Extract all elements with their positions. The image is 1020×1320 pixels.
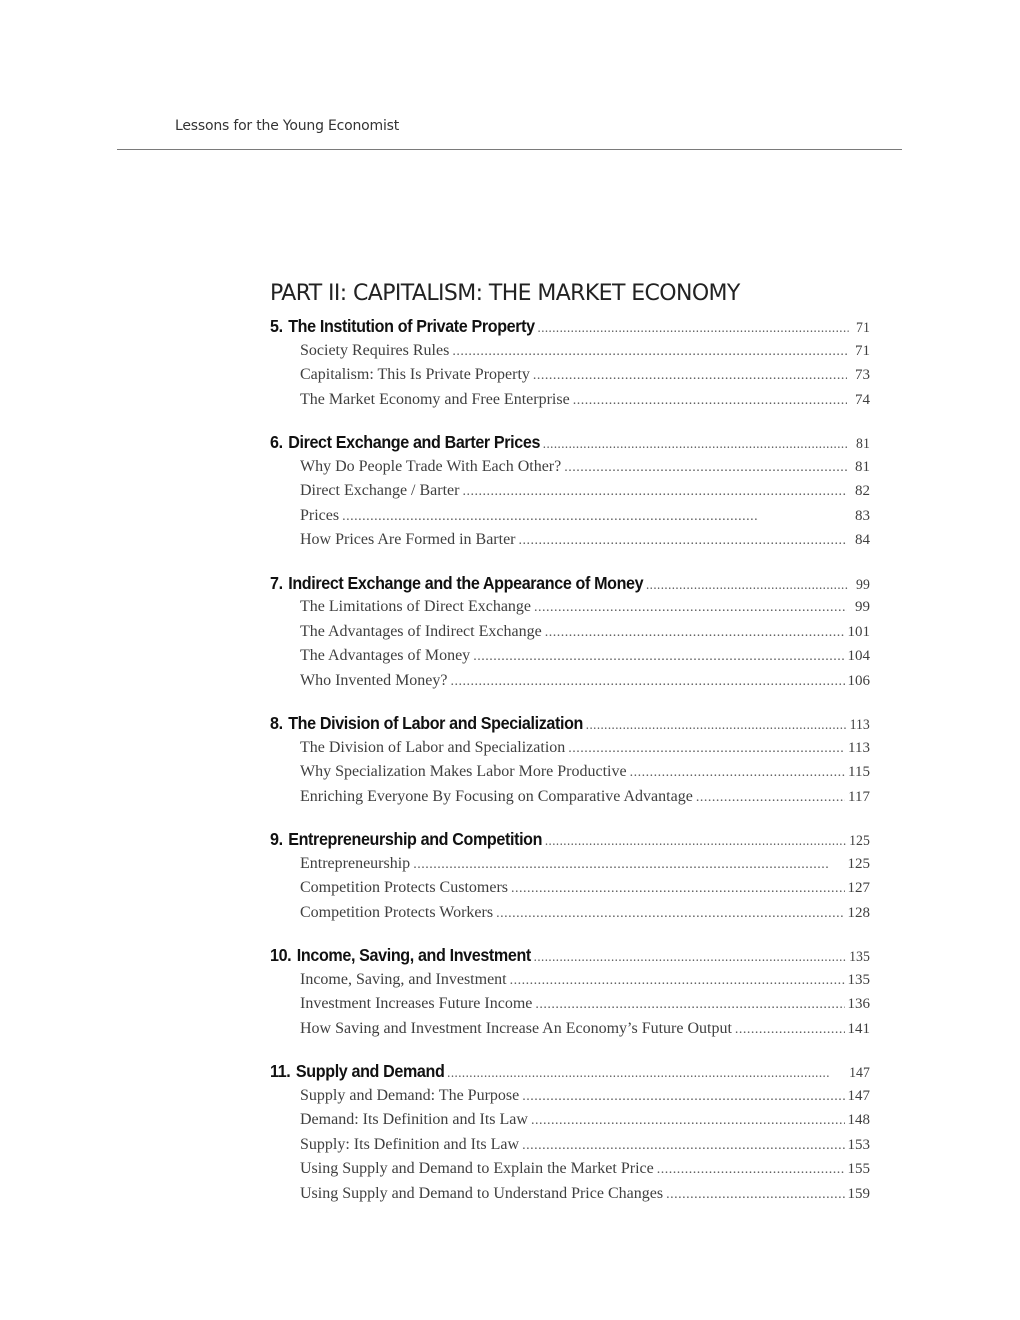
entry-title: Competition Protects Customers [300, 879, 508, 896]
chapter-page: 113 [849, 717, 870, 733]
toc-entry[interactable] [270, 388, 870, 413]
entry-page: 101 [847, 623, 870, 640]
part-title: PART II: CAPITALISM: THE MARKET ECONOMY [270, 280, 740, 306]
entry-title: The Advantages of Indirect Exchange [300, 622, 542, 640]
entry-title: Capitalism: This Is Private Property [300, 366, 530, 383]
entry-page: 113 [848, 739, 870, 756]
dot-leader [568, 737, 845, 762]
toc-entry[interactable] [270, 1108, 870, 1133]
chapter-number: 10. [270, 945, 292, 965]
entry-page: 115 [848, 764, 870, 780]
entry-title: Demand: Its Definition and Its Law [300, 1111, 528, 1128]
toc-entry[interactable] [270, 455, 870, 480]
running-header: Lessons for the Young Economist [175, 118, 400, 134]
entry-title: The Division of Labor and Specialization [300, 738, 566, 756]
chapter-number: 8. [270, 713, 283, 733]
chapter-page: 135 [849, 949, 870, 965]
dot-leader [564, 456, 847, 481]
dot-leader [496, 902, 844, 927]
chapter-11 [270, 1059, 870, 1206]
dot-leader [573, 389, 847, 414]
dot-leader [510, 969, 845, 994]
entry-title: Why Do People Trade With Each Other? [300, 457, 562, 475]
chapter-heading[interactable] [270, 571, 870, 596]
chapter-title: Direct Exchange and Barter Prices [288, 432, 541, 452]
toc-entry[interactable] [270, 876, 870, 901]
toc-entry[interactable] [270, 644, 870, 669]
toc-entry[interactable] [270, 760, 870, 785]
dot-leader [586, 714, 847, 739]
entry-title: Direct Exchange / Barter [300, 482, 460, 499]
entry-page: 125 [847, 855, 870, 872]
entry-page: 127 [847, 880, 870, 896]
chapter-title: Entrepreneurship and Competition [288, 829, 543, 849]
toc-entry[interactable] [270, 1157, 870, 1182]
dot-leader [451, 670, 845, 695]
toc-entry[interactable] [270, 595, 870, 620]
entry-page: 136 [847, 996, 870, 1012]
chapter-6 [270, 430, 870, 553]
entry-title: Investment Increases Future Income [300, 995, 533, 1012]
chapter-title: The Institution of Private Property [288, 316, 535, 336]
chapter-page: 125 [849, 833, 870, 849]
toc-entry[interactable] [270, 504, 870, 529]
dot-leader [545, 830, 847, 855]
chapter-title: The Division of Labor and Specialization [288, 713, 584, 733]
toc-entry[interactable] [270, 785, 870, 810]
chapter-heading[interactable] [270, 827, 870, 852]
chapter-number: 6. [270, 432, 283, 452]
entry-page: 73 [855, 367, 870, 383]
entry-page: 141 [847, 1020, 870, 1037]
chapter-heading[interactable] [270, 430, 870, 455]
dot-leader [452, 340, 847, 365]
toc-entry[interactable] [270, 620, 870, 645]
dot-leader [696, 786, 845, 811]
dot-leader [413, 853, 844, 878]
dot-leader [519, 529, 847, 554]
chapter-title: Indirect Exchange and the Appearance of Money [288, 572, 644, 593]
dot-leader [543, 433, 849, 458]
dot-leader [522, 1085, 844, 1110]
chapter-number: 9. [270, 829, 283, 849]
chapter-9 [270, 827, 870, 925]
entry-title: The Advantages of Money [300, 647, 471, 664]
entry-page: 82 [855, 483, 870, 499]
toc-entry[interactable] [270, 901, 870, 926]
dot-leader [447, 1062, 846, 1087]
dot-leader [657, 1158, 845, 1183]
entry-title: Supply and Demand: The Purpose [300, 1086, 520, 1104]
dot-leader [462, 480, 847, 505]
toc-entry[interactable] [270, 1084, 870, 1109]
entry-title: How Saving and Investment Increase An Economy’s Future Output [300, 1019, 732, 1037]
entry-page: 155 [847, 1161, 870, 1177]
chapter-number: 7. [270, 572, 283, 593]
entry-title: Entrepreneurship [300, 854, 411, 872]
chapter-10 [270, 943, 870, 1041]
entry-page: 84 [855, 532, 870, 548]
dot-leader [473, 645, 844, 670]
toc-entry[interactable] [270, 736, 870, 761]
toc-entry[interactable] [270, 1182, 870, 1207]
dot-leader [545, 621, 845, 646]
entry-page: 159 [847, 1185, 870, 1202]
entry-page: 71 [855, 342, 870, 359]
chapter-8 [270, 711, 870, 809]
entry-page: 106 [847, 672, 870, 689]
dot-leader [538, 317, 849, 342]
entry-page: 128 [847, 904, 870, 921]
dot-leader [533, 364, 847, 389]
dot-leader [522, 1134, 844, 1159]
chapter-heading[interactable] [270, 1059, 870, 1084]
entry-title: The Market Economy and Free Enterprise [300, 390, 570, 408]
entry-title: Using Supply and Demand to Understand Price Changes [300, 1184, 664, 1202]
entry-title: Enriching Everyone By Focusing on Comparative Advantage [300, 787, 693, 805]
chapter-number: 11. [270, 1061, 291, 1081]
entry-title: Supply: Its Definition and Its Law [300, 1135, 520, 1153]
dot-leader [735, 1018, 845, 1043]
chapter-number: 5. [270, 316, 283, 336]
entry-title: Competition Protects Workers [300, 903, 494, 921]
entry-page: 104 [847, 648, 870, 664]
chapter-title: Supply and Demand [295, 1061, 445, 1081]
entry-title: Who Invented Money? [300, 671, 448, 689]
entry-title: Income, Saving, and Investment [300, 970, 507, 988]
entry-page: 74 [855, 391, 870, 408]
dot-leader [534, 946, 847, 971]
table-of-contents [270, 314, 870, 1206]
entry-page: 117 [848, 788, 870, 805]
chapter-heading[interactable] [270, 943, 870, 968]
entry-title: Using Supply and Demand to Explain the Market Price [300, 1160, 654, 1177]
entry-page: 147 [847, 1087, 870, 1104]
entry-title: Prices [300, 506, 340, 524]
toc-entry[interactable] [270, 968, 870, 993]
toc-entry[interactable] [270, 1133, 870, 1158]
dot-leader [630, 761, 845, 786]
chapter-heading[interactable] [270, 711, 870, 736]
entry-title: How Prices Are Formed in Barter [300, 531, 516, 548]
dot-leader [511, 877, 845, 902]
toc-entry[interactable] [270, 363, 870, 388]
dot-leader [531, 1109, 845, 1134]
dot-leader [666, 1183, 844, 1208]
dot-leader [342, 505, 847, 530]
entry-page: 153 [847, 1136, 870, 1153]
header-rule [117, 149, 902, 150]
toc-entry[interactable] [270, 339, 870, 364]
chapter-5 [270, 314, 870, 412]
entry-page: 83 [855, 507, 870, 524]
chapter-title: Income, Saving, and Investment [296, 945, 531, 965]
toc-entry[interactable] [270, 992, 870, 1017]
toc-entry[interactable] [270, 479, 870, 504]
chapter-page: 99 [856, 576, 870, 593]
chapter-page: 81 [856, 436, 870, 452]
chapter-7 [270, 571, 870, 694]
dot-leader [534, 596, 847, 621]
entry-title: Why Specialization Makes Labor More Productive [300, 763, 627, 780]
chapter-page: 147 [849, 1065, 870, 1081]
entry-page: 81 [855, 458, 870, 475]
entry-title: The Limitations of Direct Exchange [300, 598, 532, 615]
chapter-page: 71 [856, 320, 870, 336]
chapter-heading[interactable] [270, 314, 870, 339]
entry-page: 135 [847, 971, 870, 988]
toc-entry[interactable] [270, 1017, 870, 1042]
toc-entry[interactable] [270, 852, 870, 877]
toc-entry[interactable] [270, 669, 870, 694]
entry-page: 148 [847, 1112, 870, 1128]
dot-leader [535, 993, 844, 1018]
entry-page: 99 [855, 599, 870, 615]
dot-leader [646, 574, 849, 599]
entry-title: Society Requires Rules [300, 341, 450, 359]
toc-entry[interactable] [270, 528, 870, 553]
